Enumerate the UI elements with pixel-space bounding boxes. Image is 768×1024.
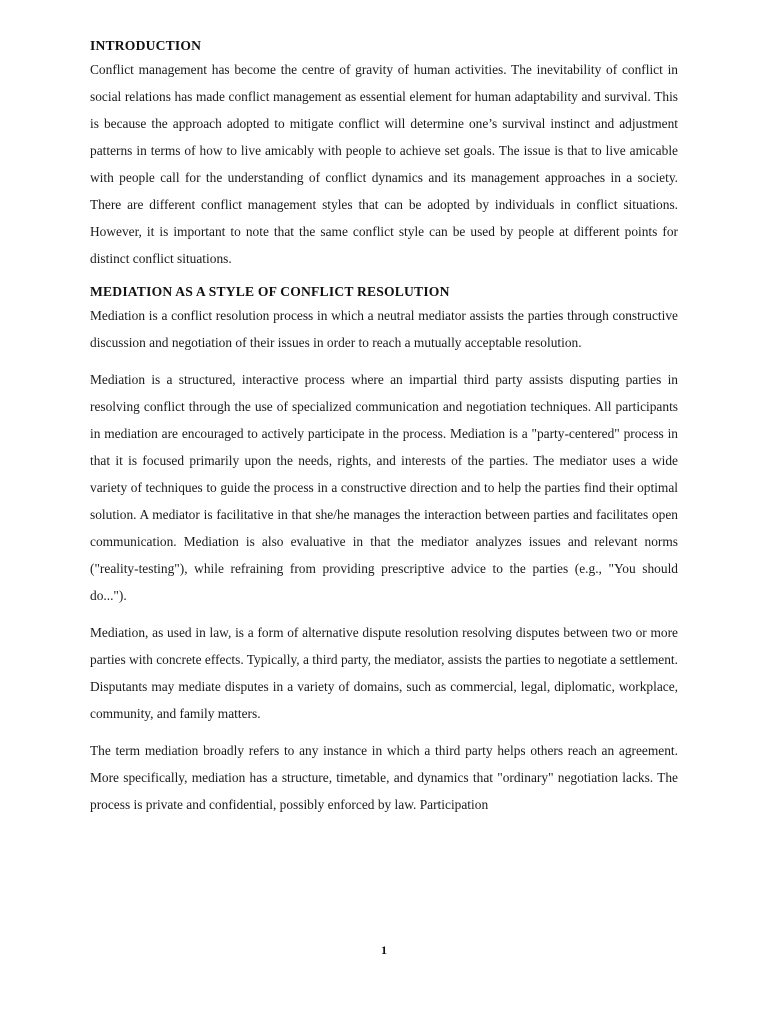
paragraph: Conflict management has become the centre of gravity of human activities. The inevitability of conflict in social relations has made conflict management as essential element for human adaptability and survival. This is because the approach adopted to mitigate conflict will determine one’s survival instinct and adjustment patterns in terms of how to live amicably with people to achieve set goals. The issue is that to live amicable with people call for the understanding of conflict dynamics and its management approaches in a society. There are different conflict management styles that can be adopted by individuals in conflict situations. However, it is important to note that the same conflict style can be used by people at different points for distinct conflict situations. xyxy=(90,62,678,266)
paragraph: The term mediation broadly refers to any instance in which a third party helps others reach an agreement. More specifically, mediation has a structure, timetable, and dynamics that "ordinary" negotiation lacks. The process is private and confidential, possibly enforced by law. Participation xyxy=(90,743,678,812)
section-heading-mediation: MEDIATION AS A STYLE OF CONFLICT RESOLUTION xyxy=(90,284,450,299)
document-body xyxy=(90,36,678,828)
page-number: 1 xyxy=(381,943,387,957)
section-heading-introduction: INTRODUCTION xyxy=(90,38,202,53)
paragraph: Mediation, as used in law, is a form of alternative dispute resolution resolving disputes between two or more parties with concrete effects. Typically, a third party, the mediator, assists the parties to negotiate a settlement. Disputants may mediate disputes in a variety of domains, such as commercial, legal, diplomatic, workplace, community, and family matters. xyxy=(90,625,678,721)
paragraph: Mediation is a conflict resolution process in which a neutral mediator assists the parties through constructive discussion and negotiation of their issues in order to reach a mutually acceptable resolution. xyxy=(90,308,678,350)
paragraph: Mediation is a structured, interactive process where an impartial third party assists disputing parties in resolving conflict through the use of specialized communication and negotiation techniques. All participants in mediation are encouraged to actively participate in the process. Mediation is a "party-centered" process in that it is focused primarily upon the needs, rights, and interests of the parties. The mediator uses a wide variety of techniques to guide the process in a constructive direction and to help the parties find their optimal solution. A mediator is facilitative in that she/he manages the interaction between parties and facilitates open communication. Mediation is also evaluative in that the mediator analyzes issues and relevant norms ("reality-testing"), while refraining from providing prescriptive advice to the parties (e.g., "You should do..."). xyxy=(90,372,678,603)
